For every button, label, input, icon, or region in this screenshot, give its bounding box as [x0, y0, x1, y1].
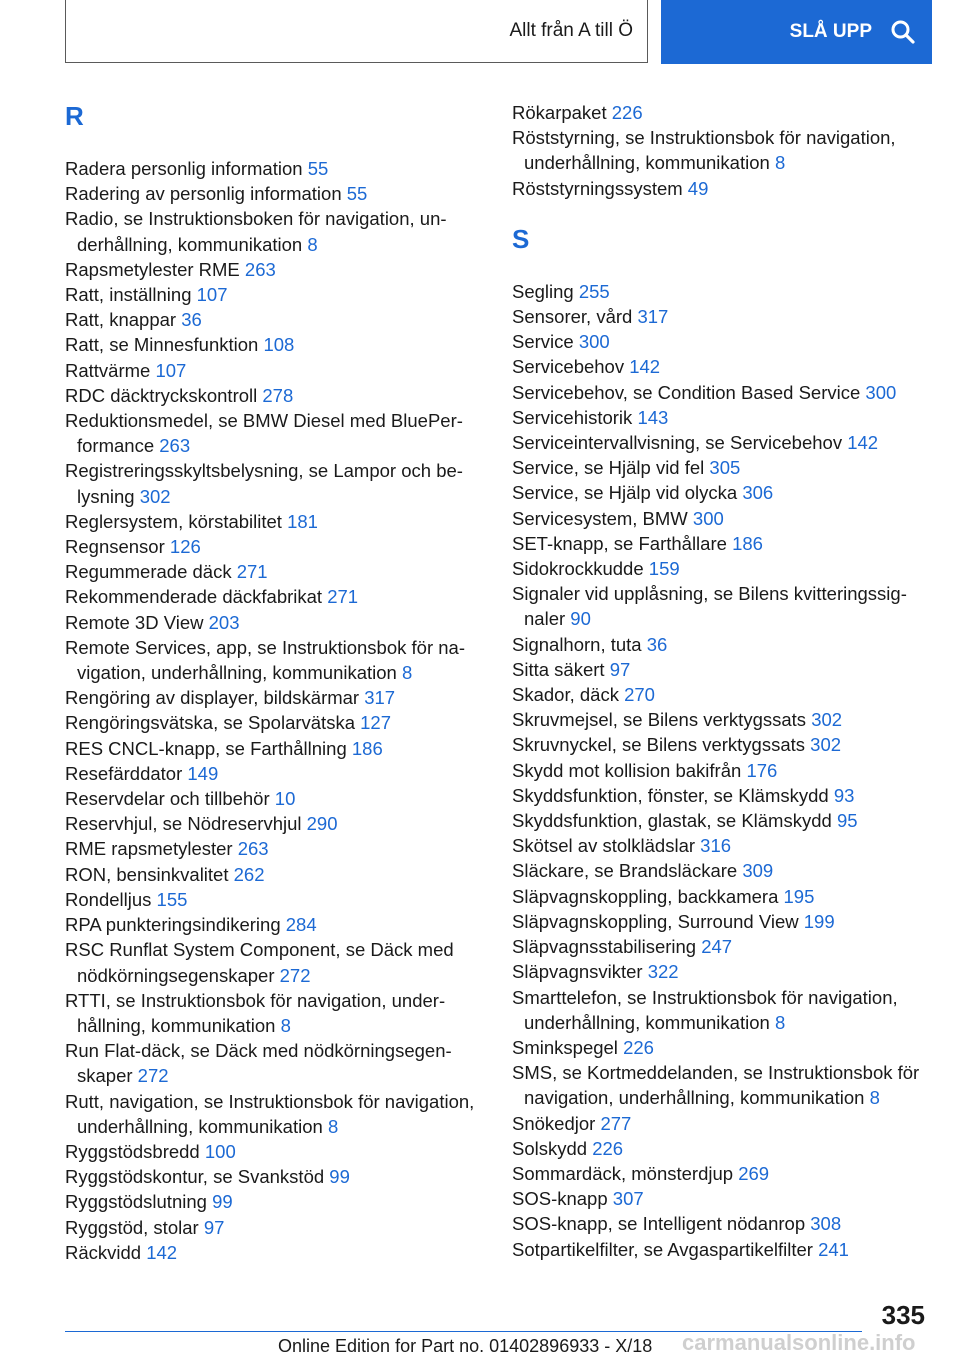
index-entry: [65, 1189, 485, 1214]
index-entry: [512, 430, 922, 455]
index-entry-text: Sidokrockkudde: [512, 558, 644, 580]
index-entry-text: Service, se Hjälp vid olycka: [512, 482, 738, 504]
index-entry-text: Sitta säkert: [512, 658, 605, 680]
index-entry-text: Ryggstöd, stolar: [65, 1216, 199, 1238]
index-entry: [512, 909, 922, 934]
page-reference-link[interactable]: 247: [701, 936, 733, 958]
index-entry-list: [65, 156, 485, 1265]
index-entry-list: [512, 100, 922, 201]
index-entry-text: Sommardäck, mönsterdjup: [512, 1162, 734, 1184]
page-reference-link[interactable]: 142: [629, 356, 661, 378]
index-entry: [512, 1136, 922, 1161]
page-reference-link[interactable]: 241: [818, 1238, 849, 1260]
top-navigation: [0, 0, 960, 64]
index-entry: [512, 455, 922, 480]
index-entry: [512, 100, 922, 125]
page-reference-link[interactable]: 317: [364, 687, 396, 709]
index-tab[interactable]: [65, 0, 648, 63]
index-entry-text: SOS-knapp: [512, 1188, 608, 1210]
index-entry-text: Rökarpaket: [512, 102, 607, 123]
page-reference-link[interactable]: 302: [810, 734, 842, 756]
page-reference-link[interactable]: 195: [783, 885, 815, 907]
index-entry: [65, 635, 485, 685]
index-entry: [512, 934, 922, 959]
index-entry: [512, 329, 922, 354]
index-entry-text: Skydd mot kollision bakifrån: [512, 759, 742, 781]
index-entry-text: Släpvagnskoppling, Surround View: [512, 910, 799, 932]
index-entry-text: Resefärddator: [65, 762, 183, 784]
index-entry-text: Signaler vid upplåsning, se Bilens kvitteringssignaler: [512, 583, 907, 630]
index-entry-text: Reduktionsmedel, se BMW Diesel med BluePerformance: [65, 410, 463, 457]
index-entry-text: Räckvidd: [65, 1241, 142, 1263]
page-reference-link[interactable]: 97: [609, 658, 631, 680]
index-entry: [65, 912, 485, 937]
index-entry: [65, 786, 485, 811]
index-entry: [512, 125, 922, 175]
page-reference-link[interactable]: 262: [233, 863, 265, 885]
index-entry: [65, 408, 485, 458]
index-entry-text: Rondelljus: [65, 888, 152, 910]
index-entry-text: RPA punkteringsindikering: [65, 914, 281, 936]
index-entry: [65, 383, 485, 408]
page-reference-link[interactable]: 308: [810, 1213, 842, 1235]
index-entry-text: Sotpartikelfilter, se Avgaspartikelfilter: [512, 1238, 813, 1260]
page-reference-link[interactable]: 97: [203, 1216, 225, 1238]
page-reference-link[interactable]: 93: [833, 784, 855, 806]
page-reference-link[interactable]: 108: [263, 334, 295, 356]
index-entry-text: Röststyrning, se Instruktionsbok för navigation, underhållning, kommunikation: [512, 127, 896, 174]
page-reference-link[interactable]: 306: [742, 482, 774, 504]
index-entry-text: Reservdelar och tillbehör: [65, 788, 270, 810]
index-entry-text: Remote Services, app, se Instruktionsbok för navigation, underhållning, kommunikation: [65, 636, 466, 684]
page-reference-link[interactable]: 107: [155, 359, 187, 381]
index-entry-text: Service, se Hjälp vid fel: [512, 457, 705, 479]
index-entry-text: Solskydd: [512, 1137, 588, 1159]
index-entry: [65, 458, 485, 508]
index-entry-text: Regnsensor: [65, 536, 165, 558]
page-reference-link[interactable]: 307: [612, 1188, 644, 1210]
index-entry-text: RDC däcktryckskontroll: [65, 384, 258, 406]
page-reference-link[interactable]: 277: [600, 1112, 632, 1134]
index-entry: [512, 380, 922, 405]
index-entry-text: Service: [512, 331, 574, 353]
page-reference-link[interactable]: 263: [237, 838, 269, 860]
page-reference-link[interactable]: 8: [307, 233, 318, 255]
index-entry-text: Servicehistorik: [512, 406, 633, 428]
index-entry: [512, 758, 922, 783]
index-entry-text: Radio, se Instruktionsboken för navigation, underhållning, kommunikation: [65, 208, 447, 255]
index-entry: [65, 1240, 485, 1265]
index-entry: [512, 1111, 922, 1136]
page-reference-link[interactable]: 149: [187, 762, 219, 784]
index-entry: [512, 959, 922, 984]
index-entry: [512, 176, 922, 201]
page-reference-link[interactable]: 155: [156, 888, 188, 910]
page-reference-link[interactable]: 272: [137, 1065, 169, 1087]
index-entry-text: Rutt, navigation, se Instruktionsbok för navigation, underhållning, kommunikation: [65, 1090, 475, 1137]
search-tab[interactable]: [661, 0, 932, 64]
page-reference-link[interactable]: 90: [570, 608, 591, 630]
index-entry-text: Rengöringsvätska, se Spolarvätska: [65, 712, 355, 734]
index-entry-list: [512, 279, 922, 1262]
index-entry: [512, 1186, 922, 1211]
index-entry-text: Skötsel av stolklädslar: [512, 835, 696, 857]
page-reference-link[interactable]: 305: [709, 457, 741, 479]
index-entry: [65, 282, 485, 307]
index-entry: [512, 1237, 922, 1262]
watermark: carmanualsonline.info: [682, 1330, 916, 1355]
index-entry-text: RSC Runflat System Component, se Däck med nödkörningsegenskaper: [65, 939, 454, 986]
index-entry-text: Ryggstödslutning: [65, 1191, 207, 1213]
page-reference-link[interactable]: 159: [648, 558, 680, 580]
index-entry: [65, 1038, 485, 1088]
index-entry-text: Smarttelefon, se Instruktionsbok för navigation, underhållning, kommunikation: [512, 986, 898, 1033]
index-entry-text: RON, bensinkvalitet: [65, 863, 229, 885]
index-entry-text: Reglersystem, körstabilitet: [65, 510, 282, 532]
index-entry: [65, 937, 485, 987]
page-reference-link[interactable]: 100: [204, 1140, 236, 1162]
page-reference-link[interactable]: 263: [159, 435, 191, 457]
index-entry: [512, 732, 922, 757]
index-entry-text: Släpvagnsvikter: [512, 961, 643, 983]
index-entry-text: Serviceintervallvisning, se Servicebehov: [512, 432, 843, 454]
index-entry: [65, 307, 485, 332]
page-reference-link[interactable]: 302: [139, 485, 171, 507]
page-reference-link[interactable]: 263: [244, 258, 276, 280]
page-number: 335: [881, 1300, 925, 1330]
index-entry: [512, 985, 922, 1035]
page-reference-link[interactable]: 278: [262, 384, 294, 406]
index-entry-text: Servicesystem, BMW: [512, 507, 688, 529]
index-entry: [512, 405, 922, 430]
index-entry-text: Signalhorn, tuta: [512, 633, 642, 655]
page-reference-link[interactable]: 271: [236, 561, 268, 583]
page-reference-link[interactable]: 302: [811, 709, 843, 731]
index-entry: [65, 836, 485, 861]
page-reference-link[interactable]: 10: [274, 788, 296, 810]
index-entry-text: Sminkspegel: [512, 1036, 618, 1058]
index-entry: [65, 584, 485, 609]
index-entry: [65, 862, 485, 887]
index-entry-text: Rapsmetylester RME: [65, 258, 240, 280]
index-entry: [65, 685, 485, 710]
page-reference-link[interactable]: 309: [742, 860, 774, 882]
page-reference-link[interactable]: 186: [351, 737, 383, 759]
page-reference-link[interactable]: 142: [146, 1241, 178, 1263]
index-entry: [512, 657, 922, 682]
page-reference-link[interactable]: 36: [181, 309, 202, 331]
page-reference-link[interactable]: 226: [623, 1036, 654, 1058]
index-entry: [512, 354, 922, 379]
index-entry: [512, 506, 922, 531]
index-entry-text: Sensorer, vård: [512, 306, 633, 328]
index-entry-text: SMS, se Kortmeddelanden, se Instruktionsbok för navigation, underhållning, kommunikation: [512, 1062, 920, 1109]
page-reference-link[interactable]: 8: [774, 152, 786, 174]
index-entry-text: Regummerade däck: [65, 561, 232, 583]
page-reference-link[interactable]: 8: [280, 1014, 291, 1036]
index-entry-text: Remote 3D View: [65, 611, 204, 633]
index-entry-text: Ryggstödsbredd: [65, 1140, 200, 1162]
index-entry: [512, 884, 922, 909]
index-entry: [65, 710, 485, 735]
index-entry: [512, 304, 922, 329]
page-reference-link[interactable]: 199: [803, 910, 835, 932]
index-entry-text: Släpvagnskoppling, backkamera: [512, 885, 779, 907]
index-entry: [512, 556, 922, 581]
index-entry: [512, 808, 922, 833]
index-entry-text: RTTI, se Instruktionsbok för navigation, underhållning, kommunikation: [65, 989, 446, 1036]
index-entry-text: Släpvagnsstabilisering: [512, 936, 697, 958]
page-reference-link[interactable]: 127: [360, 712, 391, 734]
index-entry: [512, 783, 922, 808]
page-reference-link[interactable]: 255: [578, 280, 610, 302]
index-entry: [65, 1215, 485, 1240]
page-reference-link[interactable]: 142: [847, 432, 879, 454]
index-entry: [512, 531, 922, 556]
index-entry: [65, 358, 485, 383]
index-entry: [512, 480, 922, 505]
page-reference-link[interactable]: 143: [637, 406, 669, 428]
index-entry: [512, 279, 922, 304]
index-entry-text: SOS-knapp, se Intelligent nödanrop: [512, 1213, 806, 1235]
page-reference-link[interactable]: 176: [746, 759, 778, 781]
page-reference-link[interactable]: 8: [869, 1087, 880, 1109]
index-entry-text: Skruvmejsel, se Bilens verktygssats: [512, 709, 807, 731]
page-reference-link[interactable]: 95: [836, 810, 858, 832]
page-reference-link[interactable]: 107: [196, 284, 228, 306]
page-reference-link[interactable]: 226: [592, 1137, 624, 1159]
index-entry: [65, 736, 485, 761]
page-reference-link[interactable]: 126: [169, 536, 201, 558]
index-entry-text: Skyddsfunktion, fönster, se Klämskydd: [512, 784, 829, 806]
section-letter-s: S: [512, 223, 530, 254]
index-entry-text: Segling: [512, 280, 574, 302]
section-letter-r: R: [65, 101, 84, 131]
index-tab-label: Allt från A till Ö: [509, 20, 633, 41]
index-entry: [512, 858, 922, 883]
page-reference-link[interactable]: 181: [287, 510, 318, 532]
page-reference-link[interactable]: 8: [327, 1115, 339, 1137]
index-entry-text: Skyddsfunktion, glastak, se Klämskydd: [512, 810, 832, 832]
index-entry: [512, 707, 922, 732]
index-entry: [65, 1089, 485, 1139]
index-entry: [512, 581, 922, 631]
index-entry: [65, 181, 485, 206]
index-column-left: [65, 100, 485, 1265]
index-entry-text: Registreringsskyltsbelysning, se Lampor och belysning: [65, 460, 463, 507]
index-entry-text: Servicebehov: [512, 356, 625, 378]
index-entry: [65, 332, 485, 357]
search-icon: [890, 19, 916, 45]
page-reference-link[interactable]: 8: [401, 662, 413, 684]
index-entry: [65, 1164, 485, 1189]
index-entry-text: Ratt, knappar: [65, 309, 177, 331]
page-reference-link[interactable]: 300: [692, 507, 724, 529]
page-reference-link[interactable]: 55: [307, 158, 329, 179]
index-entry: [65, 887, 485, 912]
index-entry-text: Radering av personlig information: [65, 183, 342, 205]
index-entry-text: Ratt, inställning: [65, 284, 192, 306]
page-reference-link[interactable]: 99: [329, 1166, 350, 1188]
index-entry: [65, 534, 485, 559]
index-entry: [65, 509, 485, 534]
index-entry-text: Skador, däck: [512, 684, 619, 706]
index-entry-text: RME rapsmetylester: [65, 838, 233, 860]
page-reference-link[interactable]: 317: [637, 306, 669, 328]
page-reference-link[interactable]: 300: [578, 331, 610, 353]
page-reference-link[interactable]: 36: [646, 633, 668, 655]
page-reference-link[interactable]: 8: [774, 1011, 786, 1033]
page-reference-link[interactable]: 322: [647, 961, 679, 983]
index-entry-text: Ryggstödskontur, se Svankstöd: [65, 1166, 325, 1188]
index-entry: [512, 833, 922, 858]
page-reference-link[interactable]: 271: [327, 586, 359, 608]
index-entry: [65, 1139, 485, 1164]
page-reference-link[interactable]: 99: [212, 1191, 233, 1213]
page-reference-link[interactable]: 49: [687, 177, 709, 199]
index-entry: [512, 1161, 922, 1186]
page-reference-link[interactable]: 203: [208, 611, 240, 633]
index-entry: [65, 988, 485, 1038]
index-entry-text: Snökedjor: [512, 1112, 596, 1134]
index-entry: [512, 632, 922, 657]
index-entry: [65, 761, 485, 786]
page-reference-link[interactable]: 290: [306, 813, 338, 835]
index-entry-text: Släckare, se Brandsläckare: [512, 860, 738, 882]
index-column-right: [512, 100, 922, 1262]
edition-footer: Online Edition for Part no. 01402896933 - X/18: [278, 1336, 653, 1356]
index-entry-text: Skruvnyckel, se Bilens verktygssats: [512, 734, 806, 756]
index-entry-text: Röststyrningssystem: [512, 177, 683, 199]
index-entry-text: RES CNCL-knapp, se Farthållning: [65, 737, 347, 759]
index-entry: [65, 156, 485, 181]
page-reference-link[interactable]: 284: [285, 914, 317, 936]
index-entry: [512, 1060, 922, 1110]
page-reference-link[interactable]: 186: [732, 532, 763, 554]
page-reference-link[interactable]: 269: [738, 1162, 770, 1184]
index-entry: [65, 206, 485, 256]
index-entry: [65, 559, 485, 584]
page-reference-link[interactable]: 300: [865, 381, 897, 403]
index-entry: [65, 257, 485, 282]
page-reference-link[interactable]: 55: [346, 183, 368, 205]
index-entry: [512, 1035, 922, 1060]
index-entry: [65, 610, 485, 635]
index-entry-text: Ratt, se Minnesfunktion: [65, 334, 259, 356]
index-entry: [512, 682, 922, 707]
index-entry-text: Servicebehov, se Condition Based Service: [512, 381, 861, 403]
page-reference-link[interactable]: 270: [624, 684, 655, 706]
index-entry-text: Rekommenderade däckfabrikat: [65, 586, 323, 608]
index-entry-text: Run Flat-däck, se Däck med nödkörningsegenskaper: [65, 1040, 452, 1087]
index-entry-text: Radera personlig information: [65, 158, 303, 179]
page-reference-link[interactable]: 226: [611, 102, 643, 123]
index-entry: [65, 811, 485, 836]
index-entry: [512, 1211, 922, 1236]
index-entry-text: Reservhjul, se Nödreservhjul: [65, 813, 302, 835]
index-entry-text: Rengöring av displayer, bildskärmar: [65, 687, 360, 709]
search-tab-label: SLÅ UPP: [789, 21, 872, 42]
page-reference-link[interactable]: 316: [700, 835, 732, 857]
page-reference-link[interactable]: 272: [279, 964, 311, 986]
index-entry-text: Rattvärme: [65, 359, 151, 381]
index-entry-text: SET-knapp, se Farthållare: [512, 532, 727, 554]
